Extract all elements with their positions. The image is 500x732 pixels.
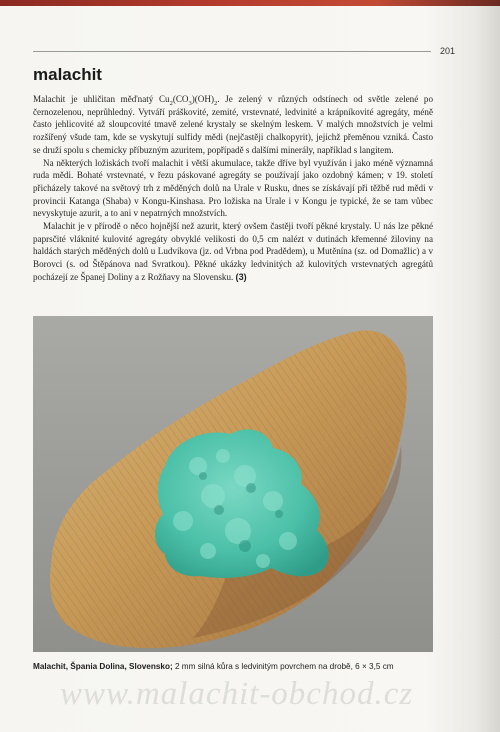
page-number: 201	[440, 46, 456, 56]
specimen-photo	[33, 316, 433, 652]
formula-text: )(OH)	[191, 94, 214, 104]
paragraph-3	[33, 220, 433, 284]
watermark: www.malachit-obchod.cz	[60, 676, 414, 712]
paragraph-text: . Je zelený v různých odstínech od světle zelené po černozelenou, neprůhledný. Vytváří práškovité, zemité, vrstevnaté, ledvinité a krápníkovité agregáty, méně často jehlicovité až sloupcovité tmavě zelené krystaly se skelným leskem. V malých množstvích je velmi rozšířený všude tam, kde se vyskytují sulfidy mědi (nejčastěji chalkopyrit), jejichž přeměnou vzniká. Často se druží spolu s chemicky příbuzným azuritem, popřípadě s dalšími minerály, například s langitem.	[33, 94, 433, 155]
figure-caption	[33, 662, 443, 671]
paragraph-2: Na některých ložiskách tvoří malachit i větší akumulace, takže dříve byl využíván i jako méně významná ruda mědi. Bohaté vrstevnaté, v řezu páskované agregáty se používají jako ozdobný kámen; v 19. století přicházely takové na světový trh z měděných dolů na Urale v Rusku, dnes se získávají při těžbě rud mědi v provincii Katanga (Shaba) v Kongu-Kinshasa. Pro ložiska na Urale i v Kongu je typické, že se tam vůbec nevyskytuje azurit, a to ani v nepatrných množstvích.	[33, 157, 433, 219]
header-rule	[33, 51, 431, 52]
top-color-strip	[0, 0, 500, 6]
formula-subscript: 2	[213, 99, 218, 107]
caption-text: 2 mm silná kůra s ledvinitým povrchem na drobě, 6 × 3,5 cm	[172, 662, 394, 671]
formula-text: (CO	[172, 94, 189, 104]
formula-text: Malachit je uhličitan měďnatý Cu	[33, 94, 170, 104]
paragraph-1	[33, 93, 433, 157]
caption-bold: Malachit, Špania Dolina, Slovensko;	[33, 662, 173, 671]
formula-subscript: 3	[188, 99, 192, 107]
formula-subscript: 2	[169, 99, 173, 107]
section-title: malachit	[33, 65, 102, 84]
specimen-illustration	[33, 316, 433, 652]
article-body	[33, 93, 433, 284]
paragraph-text: Malachit je v přírodě o něco hojnější než azurit, který ovšem častěji tvoří pěkné krystaly. U nás lze pěkné paprsčité vláknité kulovité agregáty obvyklé velikosti do 0,5 cm nalézt v dutinách křemenné žiloviny na haldách starých měděných dolů u Ludvíkova (jz. od Vrbna pod Pradědem), u Mutěnína (sz. od Domažlic) a v Borovci (s. od Štěpánova nad Svratkou). Pěkné ukázky ledvinitých až kulovitých vrstevnatých agregátů pocházejí ze Španej Doliny a z Rožňavy na Slovensku.	[33, 221, 433, 282]
figure-reference: (3)	[235, 271, 247, 282]
